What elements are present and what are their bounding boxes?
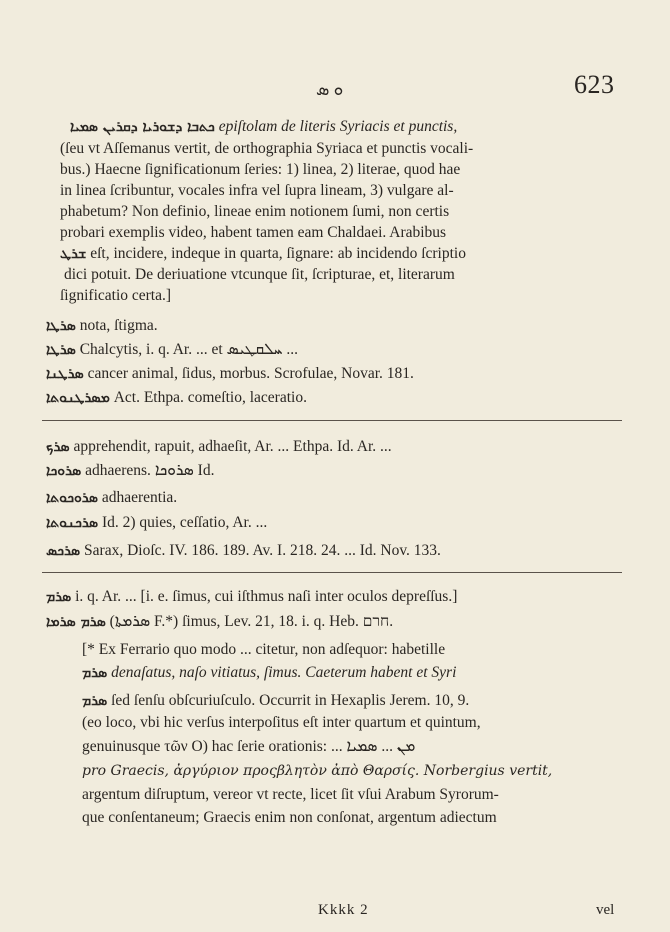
syriac-headword: ܣܪܛܐ: [46, 318, 76, 334]
lexicon-entry: [46, 488, 177, 508]
lexicon-entry: [46, 340, 298, 360]
running-header: ܘ ܣ: [316, 80, 344, 99]
signature-mark: Kkkk 2: [318, 902, 369, 918]
entry-text: cancer animal, ſidus, morbus. Scrofulae, Novar. 181.: [87, 365, 414, 382]
footnote-line: (eo loco, vbi hic verſus interpoſitus eſt inter quartum et quintum,: [82, 714, 481, 731]
lexicon-entry: [46, 437, 392, 457]
syriac-headword: ܣܪܘܟܘܬܐ: [46, 490, 98, 506]
syriac-headword: ܣܪܛܐ: [46, 342, 76, 358]
syriac-word: ܣܪܡ: [82, 693, 108, 709]
lexicon-entry: [46, 364, 414, 384]
latin-text: eſt, incidere, indeque in quarta, ſignare: ab incidendo ſcriptio: [90, 245, 466, 262]
lexicon-entry: [46, 316, 158, 336]
syriac-headword: ܣܪܟ: [46, 439, 70, 455]
syriac-headword: ܣܪܘܟܐ: [46, 463, 82, 479]
text-line: probari exemplis video, habent tamen eam Chaldaei. Arabibus: [60, 224, 447, 241]
entry-text: Act. Ethpa. comeſtio, laceratio.: [113, 389, 307, 406]
syriac-headword: ܣܪܛܢܐ: [46, 366, 84, 382]
entry-text: Sarax, Dioſc. IV. 186. 189. Av. I. 218. 24. ... Id. Nov. 133.: [84, 542, 441, 559]
section-divider: [42, 572, 622, 573]
footnote-line: [* Ex Ferrario quo modo ... citetur, non adſequor: habetille: [82, 641, 446, 658]
entry-text: adhaerentia.: [101, 489, 178, 506]
syriac-headword: ܣܪܟܣ: [46, 543, 81, 559]
footnote-line: genuinusque τῶν O) hac ſerie orationis: ... ܡܢ ... ܣܡܝܐ: [82, 738, 416, 755]
footnote-line: que conſentaneum; Graecis enim non conſonat, argentum adiectum: [82, 809, 497, 826]
entry-text: Chalcytis, i. q. Ar. ... et ܚܠܩܛܝܣ ...: [79, 341, 298, 358]
syriac-word: ܣܪܡ: [82, 665, 108, 681]
footnote-line: [82, 761, 552, 781]
syriac-headword: ܣܪܡ: [46, 589, 72, 605]
text-line: [60, 244, 466, 264]
entry-text: apprehendit, rapuit, adhaeſit, Ar. ... Ethpa. Id. Ar. ...: [73, 438, 392, 455]
page-number: 623: [574, 70, 615, 99]
lexicon-entry: [46, 612, 393, 632]
text-line: bus.) Haecne ſignificationum ſeries: 1) linea, 2) literae, quod hae: [60, 161, 461, 178]
entry-text: ſed ſenſu obſcuriuſculo. Occurrit in Hexaplis Jerem. 10, 9.: [111, 692, 470, 709]
entry-text: i. q. Ar. ... [i. e. ſimus, cui iſthmus naſi inter oculos depreſſus.]: [75, 588, 458, 605]
syriac-word: ܟܬܒܐ ܕܫܘܪܝܐ ܕܩܪܝܢ ܣܡܝܐ: [70, 119, 215, 135]
text-line: [70, 117, 457, 137]
syriac-headword: ܣܪܟܢܘܬܐ: [46, 515, 99, 531]
footnote-line: [82, 663, 456, 683]
syriac-headword: ܣܪܡ ܣܪܡܐ: [46, 614, 106, 630]
arabic-word: ܫܪܛ: [60, 246, 87, 262]
lexicon-entry: [46, 461, 214, 481]
lexicon-entry: [46, 587, 457, 607]
text-line: phabetum? Non definio, lineae enim notionem ſumi, non certis: [60, 203, 450, 220]
entry-text: denaſatus, naſo vitiatus, ſimus. Caeterum habent et Syri: [111, 664, 457, 681]
footnote-line: [82, 691, 469, 711]
text-line: dici potuit. De deriuatione vtcunque ſit, ſcripturae, et, literarum: [64, 266, 455, 283]
entry-text: Id. 2) quies, ceſſatio, Ar. ...: [101, 514, 268, 531]
entry-text: (ܣܪܡܬܐ F.*) ſimus, Lev. 21, 18. i. q. Heb. חרם.: [109, 613, 394, 630]
lexicon-entry: [46, 541, 441, 561]
lexicon-entry: [46, 513, 267, 533]
text-line: ſignificatio certa.]: [60, 287, 172, 304]
lexicon-entry: [46, 388, 307, 408]
greek-text: pro Graecis, ἀργύριον προςβλητὸν ἀπὸ Θαρσίς. Norbergius vertit,: [82, 763, 553, 779]
text-line: in linea ſcribuntur, vocales infra vel ſupra lineam, 3) vulgare al-: [60, 182, 454, 199]
footnote-line: argentum diſruptum, vereor vt recte, licet ſit vſui Arabum Syrorum-: [82, 786, 499, 803]
syriac-headword: ܡܣܪܛܢܘܬܐ: [46, 390, 110, 406]
text-line: (ſeu vt Aſſemanus vertit, de orthographia Syriaca et punctis vocali-: [60, 140, 474, 157]
catchword: vel: [596, 902, 615, 918]
entry-text: adhaerens. ܣܪܘܟܐ Id.: [85, 462, 215, 479]
section-divider: [42, 420, 622, 421]
entry-text: nota, ſtigma.: [79, 317, 158, 334]
latin-text: epiſtolam de literis Syriacis et punctis,: [218, 118, 458, 135]
